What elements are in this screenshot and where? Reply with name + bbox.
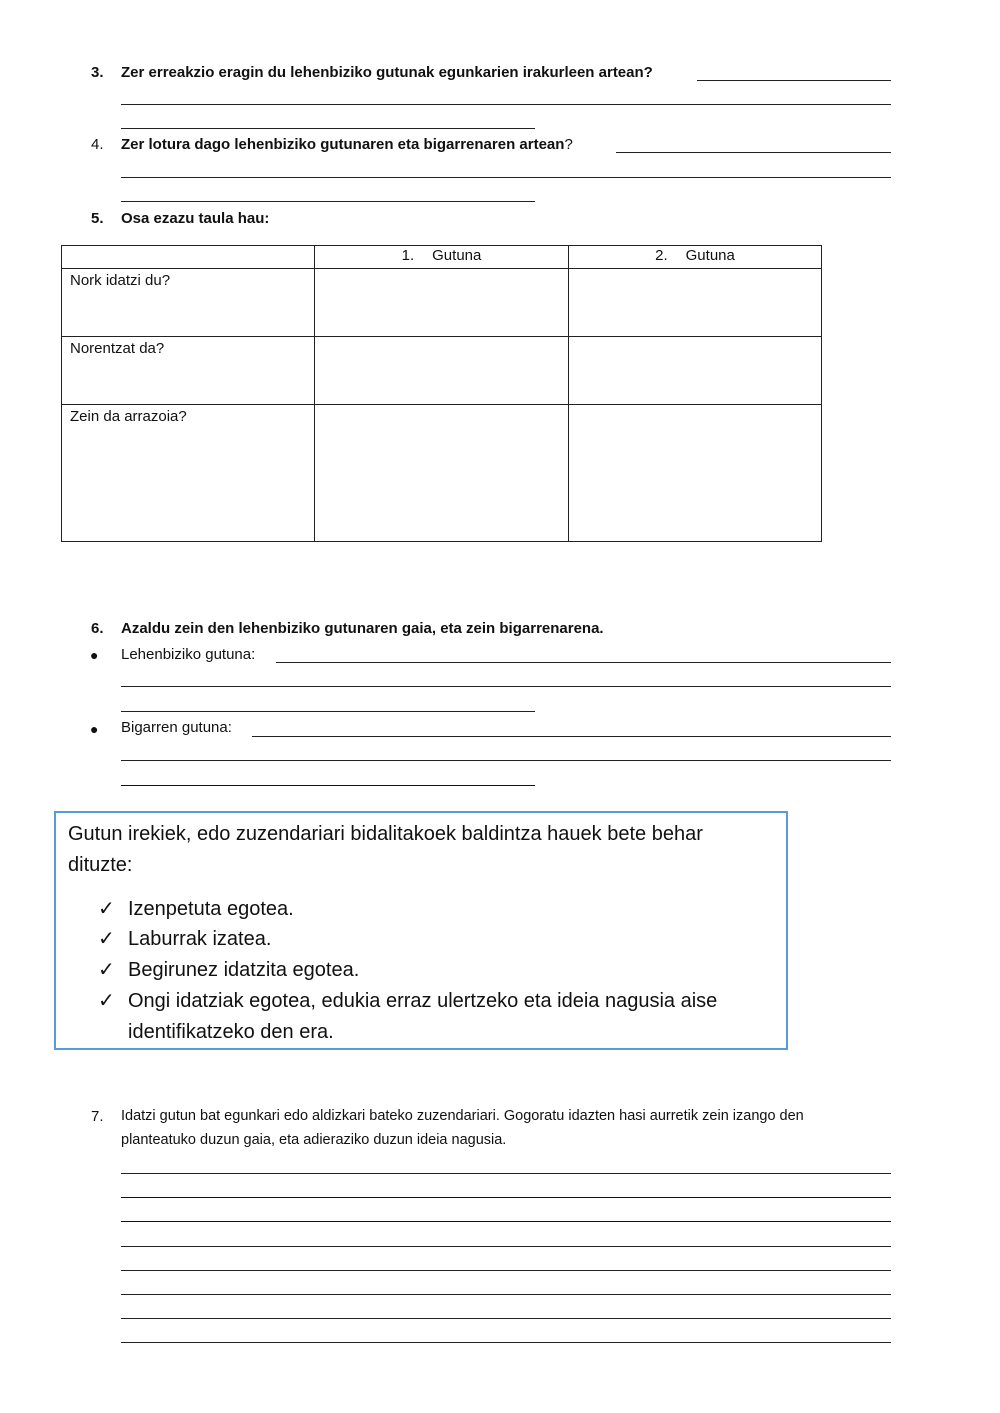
q7-answer-line[interactable]	[121, 1318, 891, 1319]
q7-number: 7.	[91, 1108, 104, 1125]
q6-bullet-first-label: Lehenbiziko gutuna:	[121, 646, 256, 663]
table-row	[62, 337, 822, 405]
open-letter-rules-box	[54, 811, 788, 1050]
q3-answer-line-2[interactable]	[121, 104, 891, 105]
table-corner-cell	[62, 246, 315, 269]
q7-answer-line[interactable]	[121, 1246, 891, 1247]
q4-number: 4.	[91, 136, 104, 153]
q6-first-line-2[interactable]	[121, 686, 891, 687]
table-row	[62, 269, 822, 337]
cell-author-letter-1[interactable]	[315, 269, 569, 337]
cell-reason-letter-2[interactable]	[569, 405, 822, 542]
cell-author-letter-2[interactable]	[569, 269, 822, 337]
q7-answer-line[interactable]	[121, 1221, 891, 1222]
letters-table	[61, 245, 822, 542]
q6-second-line-1[interactable]	[252, 736, 891, 737]
q6-second-line-2[interactable]	[121, 760, 891, 761]
checkmark-icon: ✓	[98, 898, 115, 920]
checkmark-icon: ✓	[98, 990, 115, 1012]
row-label-author: Nork idatzi du?	[62, 269, 315, 337]
bullet-dot: ●	[90, 647, 99, 663]
rules-item-text: Begirunez idatzita egotea.	[128, 959, 360, 981]
cell-reason-letter-1[interactable]	[315, 405, 569, 542]
q6-bullet-second-label: Bigarren gutuna:	[121, 719, 232, 736]
q4-text-tail: ?	[564, 136, 573, 153]
rules-item-text: Izenpetuta egotea.	[128, 898, 294, 920]
q6-first-line-1[interactable]	[276, 662, 891, 663]
q4-answer-line-2[interactable]	[121, 177, 891, 178]
table-row	[62, 405, 822, 542]
cell-recipient-letter-2[interactable]	[569, 337, 822, 405]
q3-answer-line-1[interactable]	[697, 80, 891, 81]
q7-answer-line[interactable]	[121, 1342, 891, 1343]
header-2-number: 2.	[655, 247, 668, 264]
q5-number: 5.	[91, 210, 104, 227]
q6-second-line-3[interactable]	[121, 785, 535, 786]
row-label-recipient: Norentzat da?	[62, 337, 315, 405]
header-1-label: Gutuna	[432, 247, 482, 264]
q4-answer-line-1[interactable]	[616, 152, 891, 153]
q7-text-line-2: planteatuko duzun gaia, eta adieraziko duzun ideia nagusia.	[121, 1132, 507, 1148]
q4-answer-line-3[interactable]	[121, 201, 535, 202]
q7-text-line-1: Idatzi gutun bat egunkari edo aldizkari bateko zuzendariari. Gogoratu idazten hasi aurretik zein izango den	[121, 1108, 804, 1124]
q3-text: Zer erreakzio eragin du lehenbiziko gutunak egunkarien irakurleen artean?	[121, 64, 653, 81]
rules-item-text: Ongi idatziak egotea, edukia erraz ulertzeko eta ideia nagusia aise identifikatzeko den era.	[128, 990, 718, 1043]
q6-text: Azaldu zein den lehenbiziko gutunaren gaia, eta zein bigarrenarena.	[121, 620, 604, 637]
table-header-letter-1	[315, 246, 569, 269]
q3-number: 3.	[91, 64, 104, 81]
table-header-row	[62, 246, 822, 269]
q6-number: 6.	[91, 620, 104, 637]
cell-recipient-letter-1[interactable]	[315, 337, 569, 405]
checkmark-icon: ✓	[98, 928, 115, 950]
checkmark-icon: ✓	[98, 959, 115, 981]
q3-answer-line-3[interactable]	[121, 128, 535, 129]
table-header-letter-2	[569, 246, 822, 269]
q7-answer-line[interactable]	[121, 1197, 891, 1198]
q6-first-line-3[interactable]	[121, 711, 535, 712]
header-1-number: 1.	[401, 247, 415, 264]
header-2-label: Gutuna	[685, 247, 735, 264]
rules-intro: Gutun irekiek, edo zuzendariari bidalitakoek baldintza hauek bete behar dituzte:	[68, 823, 703, 876]
bullet-dot: ●	[90, 721, 99, 737]
q7-answer-line[interactable]	[121, 1294, 891, 1295]
q4-text-main: Zer lotura dago lehenbiziko gutunaren eta bigarrenaren artean	[121, 136, 565, 153]
q7-answer-line[interactable]	[121, 1270, 891, 1271]
q5-text: Osa ezazu taula hau:	[121, 210, 270, 227]
q7-answer-line[interactable]	[121, 1173, 891, 1174]
q4-text	[121, 136, 573, 153]
rules-item-text: Laburrak izatea.	[128, 928, 272, 950]
row-label-reason: Zein da arrazoia?	[62, 405, 315, 542]
